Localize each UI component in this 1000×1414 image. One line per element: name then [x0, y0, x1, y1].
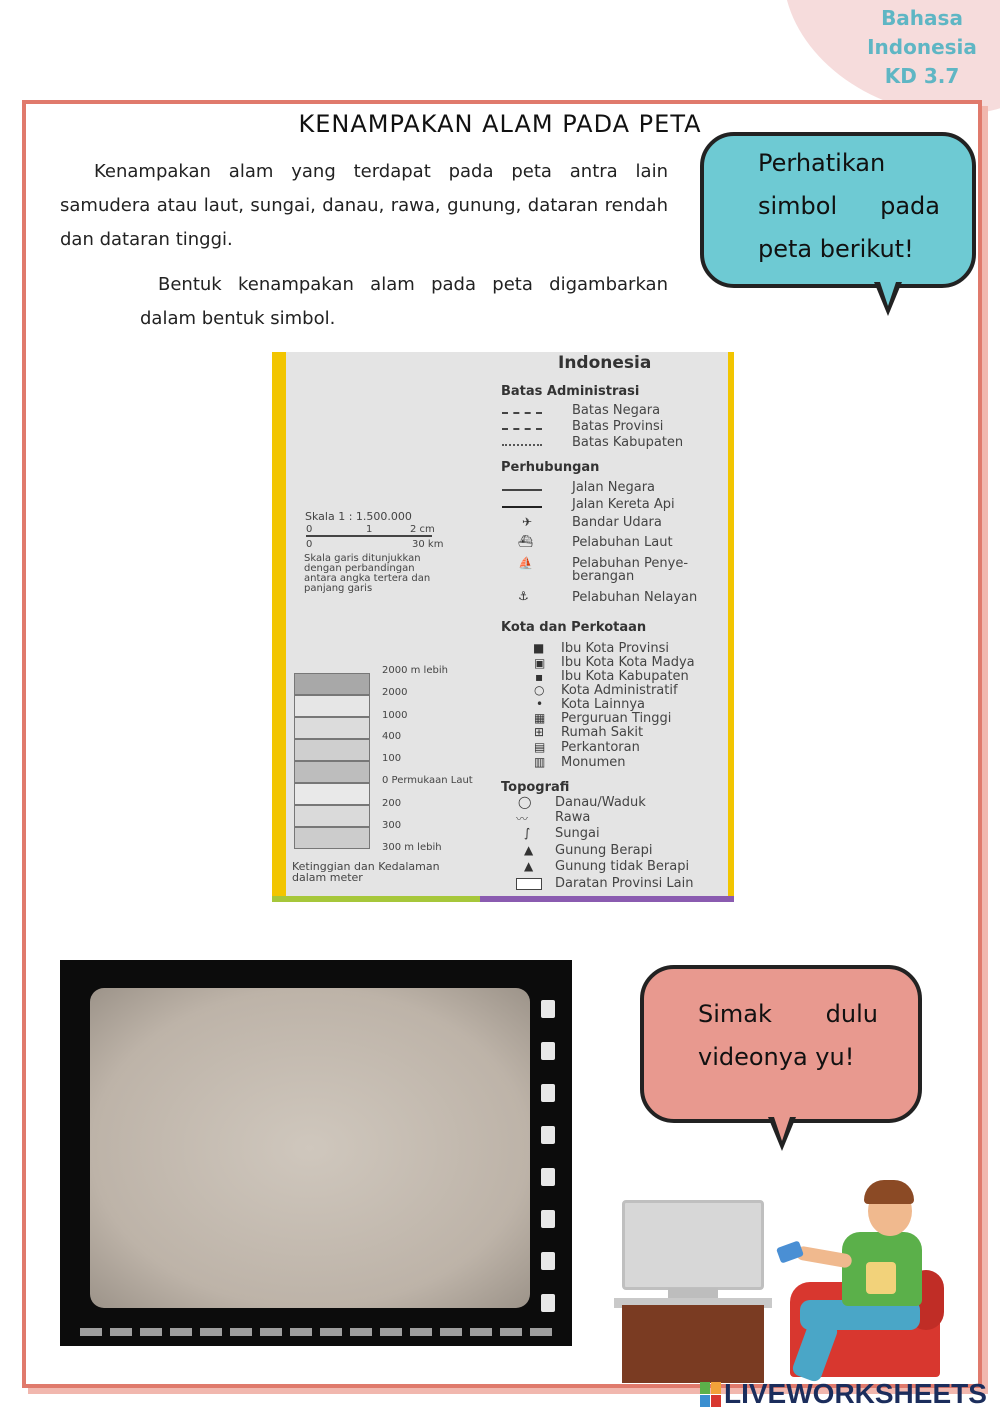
legend-item: Monumen	[561, 755, 626, 770]
monument-icon: ▥	[534, 755, 546, 769]
elevation-label: 200	[382, 798, 402, 809]
legend-heading-batas: Batas Administrasi	[501, 384, 640, 399]
legend-item: Sungai	[555, 826, 600, 841]
volcano-icon: ▲	[524, 843, 534, 857]
legend-item: Perguruan Tinggi	[561, 711, 672, 726]
intro-paragraph: Kenampakan alam yang terdapat pada peta antra lain samudera atau laut, sungai, danau, rawa, gunung, dataran rendah dan dataran tinggi.	[60, 161, 668, 250]
other-province-land-symbol	[516, 878, 542, 890]
legend-item: Batas Negara	[572, 403, 661, 418]
other-city-icon: •	[536, 697, 544, 711]
lake-icon: ◯	[518, 795, 532, 809]
tv-icon	[622, 1200, 764, 1290]
legend-item: Pelabuhan Penye-	[572, 556, 689, 571]
legend-item: Jalan Negara	[572, 480, 656, 495]
elevation-swatch	[294, 739, 370, 761]
popcorn-icon	[866, 1262, 896, 1294]
scale-note: dengan perbandingan	[304, 563, 415, 574]
legend-item: Ibu Kota Kabupaten	[561, 669, 689, 684]
elevation-label: 300 m lebih	[382, 842, 442, 853]
elevation-label: 100	[382, 753, 402, 764]
page-title: KENAMPAKAN ALAM PADA PETA	[298, 110, 702, 138]
elevation-swatch	[294, 805, 370, 827]
video-placeholder[interactable]	[90, 988, 530, 1308]
mountain-icon: ▲	[524, 859, 534, 873]
legend-item: Daratan Provinsi Lain	[555, 876, 694, 891]
legend-item: Kota Lainnya	[561, 697, 645, 712]
legend-heading-topografi: Topografi	[501, 780, 570, 795]
elevation-label: 400	[382, 731, 402, 742]
elevation-caption: dalam meter	[292, 871, 363, 884]
river-icon: ∫	[524, 826, 531, 840]
elevation-swatch	[294, 695, 370, 717]
legend-item: Kota Administratif	[561, 683, 678, 698]
scale-tick: 30 km	[412, 539, 444, 550]
legend-item: Jalan Kereta Api	[572, 497, 675, 512]
elevation-label: 300	[382, 820, 402, 831]
border-province-symbol	[502, 428, 542, 430]
legend-item: Rumah Sakit	[561, 725, 644, 740]
bubble-video-text: Simak dulu videonya yu!	[698, 1000, 878, 1071]
seaport-icon: ⛴	[518, 534, 534, 548]
bubble-notice-text: Perhatikan simbol pada peta berikut!	[758, 149, 940, 263]
national-road-symbol	[502, 489, 542, 491]
airport-icon: ✈	[522, 515, 533, 529]
legend-heading-perhubungan: Perhubungan	[501, 460, 600, 475]
elevation-label: 2000 m lebih	[382, 665, 448, 676]
legend-item: berangan	[572, 569, 635, 584]
legend-item: Batas Provinsi	[572, 419, 664, 434]
legend-title: Indonesia	[558, 353, 652, 373]
city-capital-icon: ▣	[534, 656, 546, 670]
legend-item: Ibu Kota Provinsi	[561, 641, 670, 656]
scale-note: antara angka tertera dan	[304, 573, 431, 584]
elevation-swatch	[294, 673, 370, 695]
elevation-label: 2000	[382, 687, 408, 698]
legend-item: Perkantoran	[561, 740, 640, 755]
admin-city-icon: ○	[534, 683, 545, 697]
elevation-caption: Ketinggian dan Kedalaman	[292, 860, 440, 873]
elevation-label: 0 Permukaan Laut	[382, 775, 473, 786]
swamp-icon: 〰	[516, 812, 529, 826]
speech-bubble-notice	[700, 132, 976, 288]
video-frame[interactable]	[60, 960, 572, 1346]
border-country-symbol	[502, 412, 542, 414]
watermark[interactable]: LIVEWORKSHEETS	[724, 1378, 987, 1409]
scale-note: Skala garis ditunjukkan	[304, 553, 421, 564]
ferry-port-icon: ⛵	[518, 556, 533, 570]
speech-bubble-video	[640, 965, 922, 1123]
legend-item: Gunung tidak Berapi	[555, 859, 690, 874]
symbol-paragraph: Bentuk kenampakan alam pada peta digambarkan dalam bentuk simbol.	[140, 274, 668, 329]
legend-item: Rawa	[555, 810, 591, 825]
elevation-swatch	[294, 761, 370, 783]
legend-bottom-bar	[272, 896, 734, 902]
province-capital-icon: ■	[533, 641, 545, 655]
liveworksheets-logo-icon	[700, 1382, 722, 1408]
scale-note: panjang garis	[304, 583, 373, 594]
university-icon: ▦	[534, 711, 546, 725]
scale-bar	[306, 535, 432, 537]
scale-tick: 1	[366, 524, 373, 535]
subject-tag: Bahasa Indonesia KD 3.7	[867, 6, 977, 88]
border-regency-symbol	[502, 444, 542, 446]
tv-stand	[622, 1305, 764, 1383]
elevation-swatch	[294, 827, 370, 849]
legend-item: Pelabuhan Laut	[572, 535, 673, 550]
regency-capital-icon: ▪	[535, 670, 544, 684]
office-icon: ▤	[534, 740, 546, 754]
fishing-port-icon: ⚓	[518, 589, 529, 603]
elevation-label: 1000	[382, 710, 408, 721]
railway-symbol	[502, 506, 542, 508]
legend-item: Batas Kabupaten	[572, 435, 684, 450]
scale-tick: 2 cm	[410, 524, 435, 535]
legend-item: Ibu Kota Kota Madya	[561, 655, 695, 670]
legend-item: Bandar Udara	[572, 515, 662, 530]
legend-item: Pelabuhan Nelayan	[572, 590, 698, 605]
scale-label: Skala 1 : 1.500.000	[305, 510, 412, 523]
hospital-icon: ⊞	[534, 725, 545, 739]
elevation-swatch	[294, 717, 370, 739]
legend-heading-kota: Kota dan Perkotaan	[501, 620, 647, 635]
elevation-swatch	[294, 783, 370, 805]
scale-tick: 0	[306, 539, 313, 550]
legend-item: Danau/Waduk	[555, 795, 646, 810]
legend-item: Gunung Berapi	[555, 843, 653, 858]
scale-tick: 0	[306, 524, 313, 535]
